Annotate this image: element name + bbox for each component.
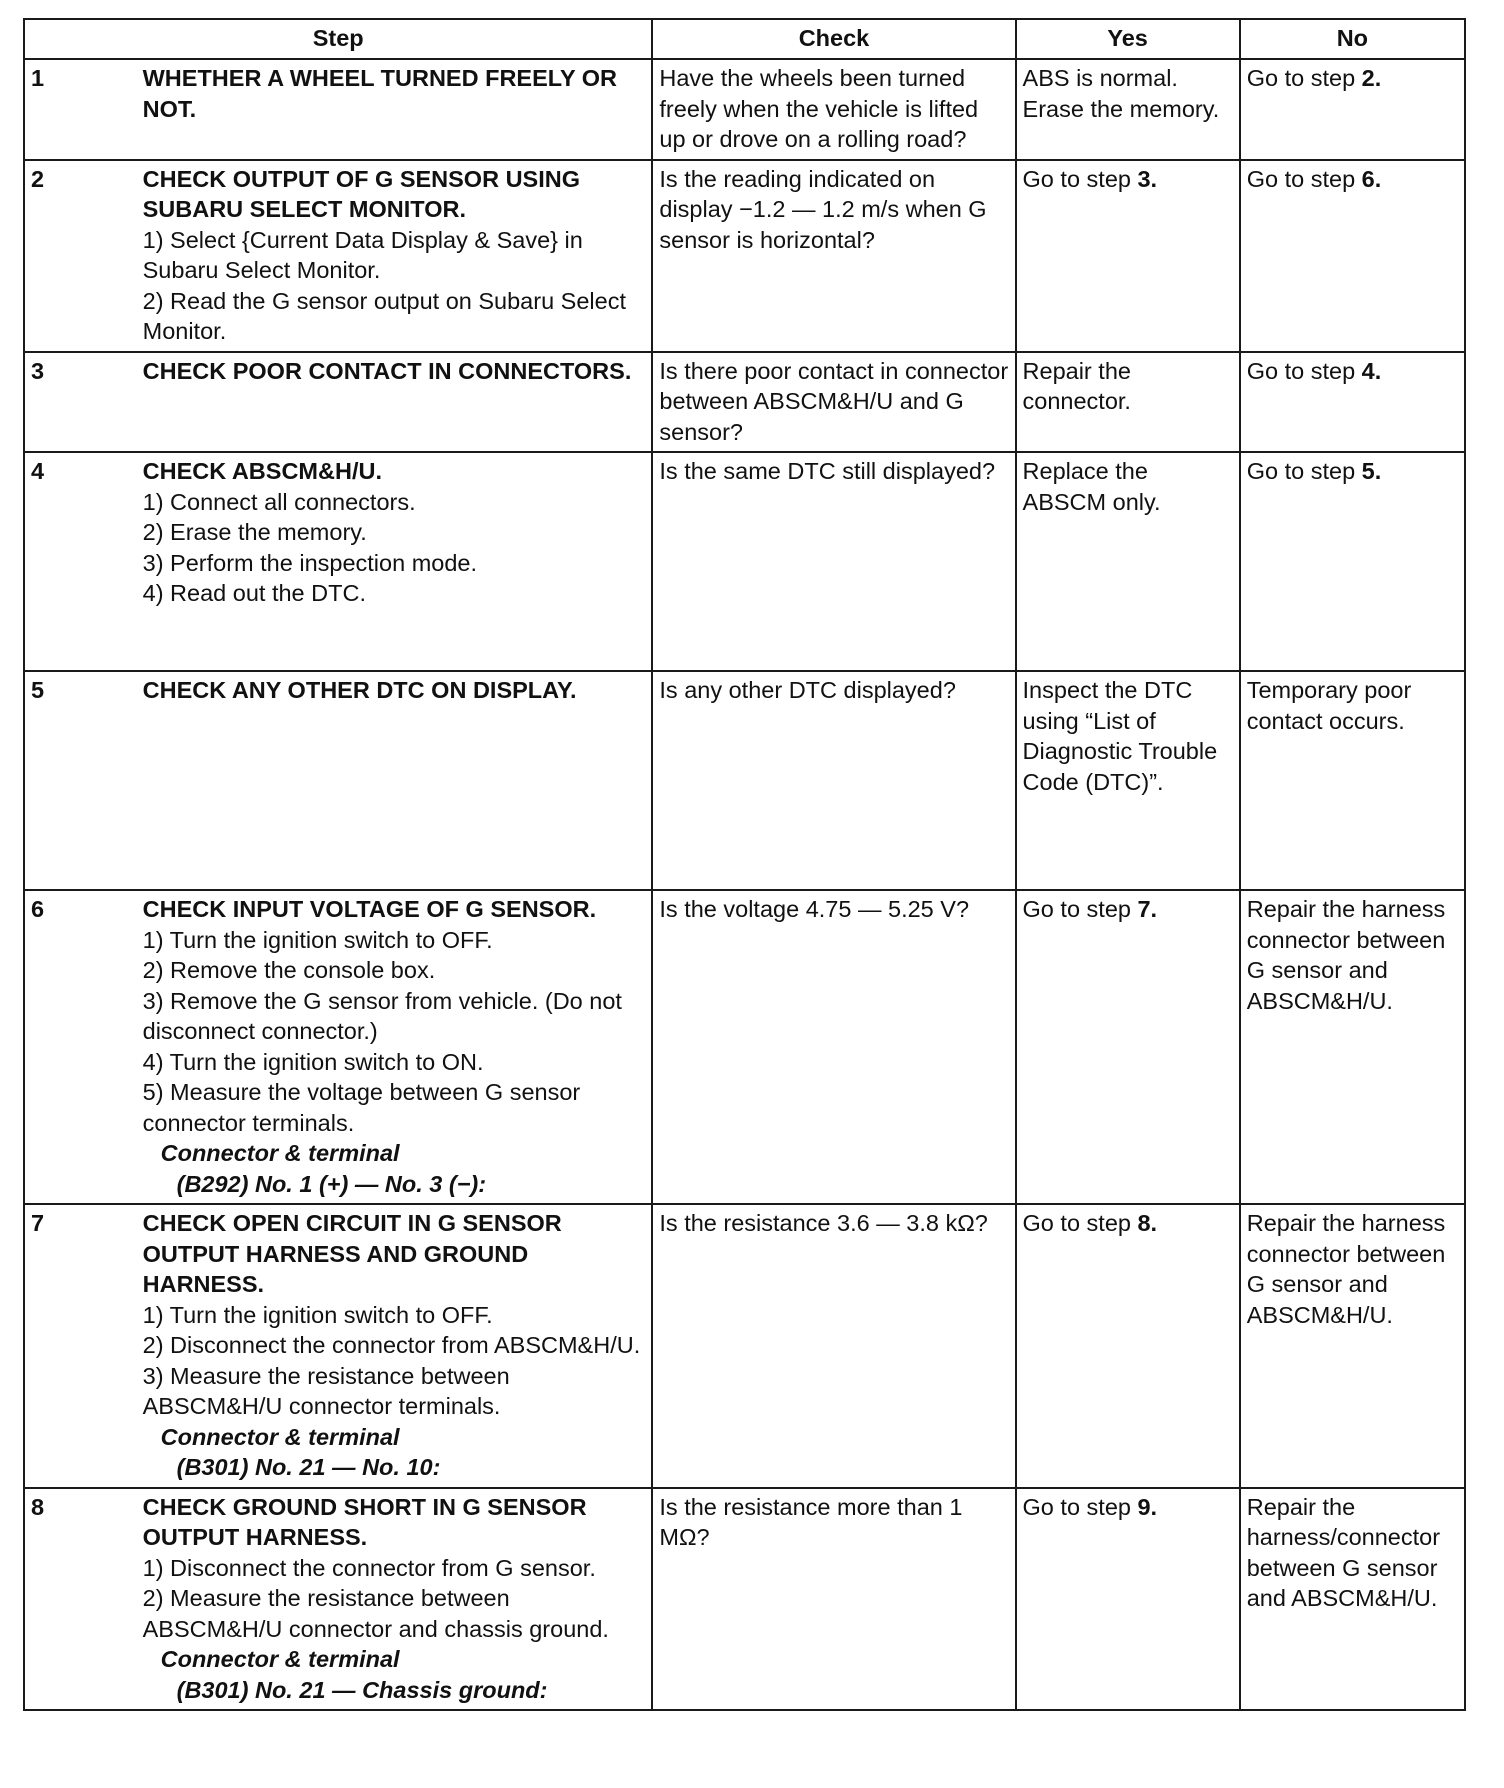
connector-terminal-label: Connector & terminal [160,1646,400,1672]
step-number-cell [24,59,137,160]
no-text: Temporary poor contact occurs. [1246,677,1412,734]
substep: 1) Select {Current Data Display & Save} in Subaru Select Monitor. [142,226,583,283]
check-text: Is the reading indicated on display −1.2 — 1.2 m/s when G sensor is horizontal? [659,165,987,253]
diagnostic-table [23,18,1466,1711]
no-text: Repair the harness/connector between G sensor and ABSCM&H/U. [1246,1493,1441,1611]
step-description-cell [137,671,653,890]
table-row [24,59,1465,160]
table-row [24,890,1465,1204]
table-row [24,671,1465,890]
no-cell [1240,1488,1465,1711]
check-text: Is the resistance more than 1 MΩ? [659,1493,963,1550]
no-step-ref: 4. [1361,357,1382,384]
yes-text: Replace the ABSCM only. [1022,458,1161,515]
yes-step-ref: 3. [1137,165,1158,192]
connector-terminal-label: Connector & terminal [160,1423,400,1450]
yes-text: Repair the connector. [1022,357,1131,414]
yes-text: Go to step [1022,1493,1138,1520]
check-cell [652,671,1015,890]
no-text: Go to step [1246,357,1362,384]
yes-text: Go to step [1022,165,1138,192]
no-cell [1240,452,1465,671]
no-text: Go to step [1246,165,1362,192]
step-title: CHECK INPUT VOLTAGE OF G SENSOR. [142,896,597,922]
substep: 3) Measure the resistance between ABSCM&H/U connector terminals. [142,1362,510,1419]
yes-step-ref: 7. [1137,896,1158,922]
step-title: WHETHER A WHEEL TURNED FREELY OR NOT. [142,65,618,122]
connector-terminal-label: Connector & terminal [160,1140,400,1166]
header-no: No [1240,19,1465,59]
check-cell [652,452,1015,671]
yes-cell [1016,59,1240,160]
check-cell [652,890,1015,1204]
substep: 1) Disconnect the connector from G sensor. [142,1554,596,1581]
check-cell [652,1488,1015,1711]
step-number-cell [24,1488,137,1711]
connector-terminal-value: (B301) No. 21 — No. 10: [176,1454,441,1480]
header-check: Check [652,19,1015,59]
yes-cell [1016,452,1240,671]
yes-cell [1016,1204,1240,1488]
table-body [24,59,1465,1710]
header-yes: Yes [1016,19,1240,59]
yes-text: Inspect the DTC using “List of Diagnostic Trouble Code (DTC)”. [1022,677,1218,795]
step-number-cell [24,671,137,890]
yes-cell [1016,671,1240,890]
step-description-cell [137,1204,653,1488]
check-cell [652,352,1015,453]
check-text: Is there poor contact in connector between ABSCM&H/U and G sensor? [659,357,1009,445]
step-number-cell [24,452,137,671]
substep: 2) Read the G sensor output on Subaru Select Monitor. [142,287,626,344]
step-title: CHECK OPEN CIRCUIT IN G SENSOR OUTPUT HARNESS AND GROUND HARNESS. [142,1210,562,1297]
check-cell [652,160,1015,352]
step-number: 5 [31,677,45,703]
check-text: Have the wheels been turned freely when the vehicle is lifted up or drove on a rolling road? [659,65,979,152]
yes-cell [1016,352,1240,453]
check-cell [652,1204,1015,1488]
substep: 5) Measure the voltage between G sensor connector terminals. [142,1079,581,1136]
no-text: Go to step [1246,458,1362,484]
no-cell [1240,890,1465,1204]
table-row [24,1488,1465,1711]
step-number: 8 [31,1493,45,1520]
check-text: Is any other DTC displayed? [659,677,956,703]
table-row [24,160,1465,352]
yes-step-ref: 9. [1137,1493,1158,1520]
step-number-cell [24,352,137,453]
no-step-ref: 5. [1361,458,1382,484]
step-number: 2 [31,165,45,192]
check-text: Is the voltage 4.75 — 5.25 V? [659,896,970,922]
no-cell [1240,1204,1465,1488]
header-row [24,19,1465,59]
table-row [24,352,1465,453]
no-cell [1240,671,1465,890]
step-number: 7 [31,1210,45,1236]
header-step: Step [24,19,652,59]
no-cell [1240,352,1465,453]
step-number: 1 [31,65,45,91]
step-title: CHECK OUTPUT OF G SENSOR USING SUBARU SELECT MONITOR. [142,165,581,222]
table-row [24,452,1465,671]
step-title: CHECK ANY OTHER DTC ON DISPLAY. [142,677,577,703]
substep: 3) Perform the inspection mode. [142,549,478,576]
substep: 2) Erase the memory. [142,519,367,545]
step-description-cell [137,59,653,160]
no-text: Go to step [1246,65,1362,91]
no-text: Repair the harness connector between G sensor and ABSCM&H/U. [1246,896,1446,1014]
yes-text: Go to step [1022,896,1138,922]
substep: 1) Turn the ignition switch to OFF. [142,1301,493,1328]
step-title: CHECK GROUND SHORT IN G SENSOR OUTPUT HARNESS. [142,1493,587,1550]
step-number: 4 [31,458,45,484]
no-cell [1240,160,1465,352]
yes-cell [1016,890,1240,1204]
step-description-cell [137,890,653,1204]
substep: 2) Remove the console box. [142,957,436,983]
step-number: 3 [31,357,45,384]
yes-text: ABS is normal. Erase the memory. [1022,65,1220,122]
substep: 2) Measure the resistance between ABSCM&H/U connector and chassis ground. [142,1585,609,1642]
yes-step-ref: 8. [1137,1210,1158,1236]
step-description-cell [137,160,653,352]
substep: 1) Connect all connectors. [142,488,416,515]
step-description-cell [137,352,653,453]
no-step-ref: 2. [1361,65,1382,91]
step-title: CHECK POOR CONTACT IN CONNECTORS. [142,357,632,384]
check-text: Is the same DTC still displayed? [659,458,996,484]
yes-cell [1016,160,1240,352]
step-number-cell [24,160,137,352]
substep: 1) Turn the ignition switch to OFF. [142,926,493,953]
step-number-cell [24,1204,137,1488]
step-description-cell [137,1488,653,1711]
step-number: 6 [31,896,45,922]
step-description-cell [137,452,653,671]
no-text: Repair the harness connector between G sensor and ABSCM&H/U. [1246,1210,1446,1328]
yes-cell [1016,1488,1240,1711]
yes-text: Go to step [1022,1210,1138,1236]
no-cell [1240,59,1465,160]
substep: 4) Turn the ignition switch to ON. [142,1048,484,1075]
step-title: CHECK ABSCM&H/U. [142,458,382,484]
check-cell [652,59,1015,160]
substep: 4) Read out the DTC. [142,580,366,606]
connector-terminal-value: (B292) No. 1 (+) — No. 3 (−): [176,1170,487,1197]
substep: 2) Disconnect the connector from ABSCM&H/U. [142,1332,641,1358]
step-number-cell [24,890,137,1204]
no-step-ref: 6. [1361,165,1382,192]
connector-terminal-value: (B301) No. 21 — Chassis ground: [176,1676,548,1703]
check-text: Is the resistance 3.6 — 3.8 kΩ? [659,1210,988,1236]
table-row [24,1204,1465,1488]
substep: 3) Remove the G sensor from vehicle. (Do not disconnect connector.) [142,987,622,1044]
